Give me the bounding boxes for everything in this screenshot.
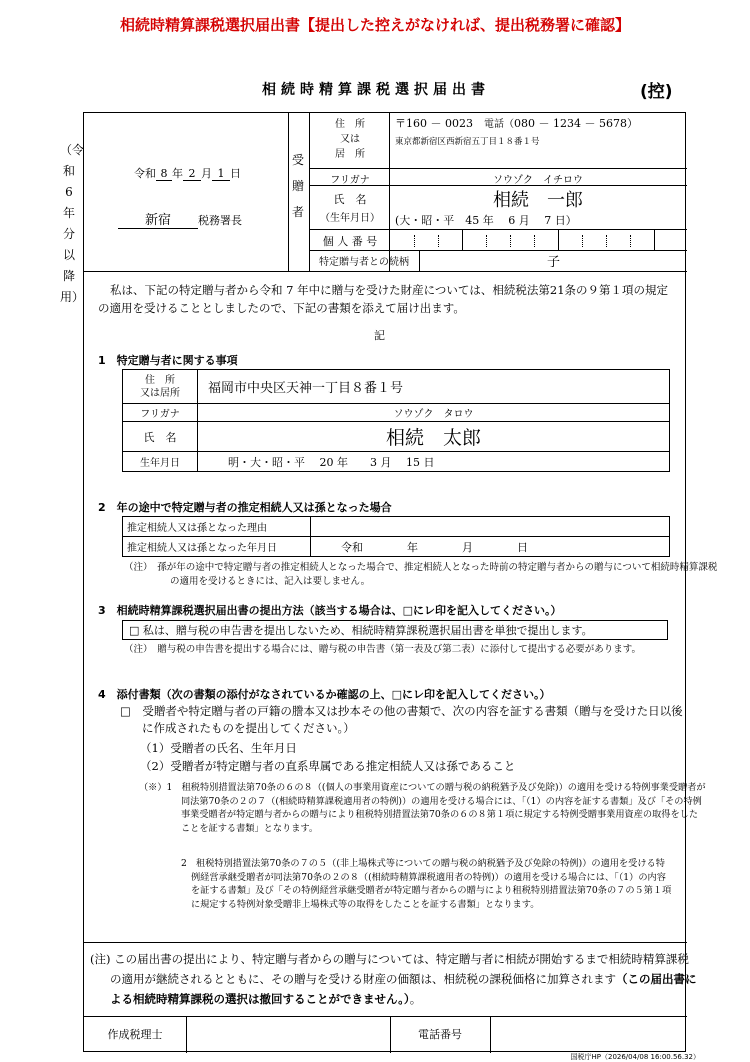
header-note: 相続時精算課税選択届出書【提出した控えがなければ、提出税務署に確認】 [119, 16, 630, 34]
mynumber-label: 個 人 番 号 [322, 235, 378, 248]
relation-value: 子 [546, 255, 560, 270]
section3-option[interactable]: □ 私は、贈与税の申告書を提出しないため、相続時精算課税選択届出書を単独で提出します。 [122, 620, 668, 640]
s2-date-label: 推定相続人又は孫となった年月日 [123, 537, 311, 557]
section4-sub2: （2）受贈者が特定贈与者の直系卑属である推定相続人又は孫であること [140, 759, 516, 773]
s1-birth: 明・大・昭・平 20 年 3 月 15 日 [198, 452, 670, 472]
form-title: 相続時精算課税選択届出書 [262, 82, 490, 98]
s1-address: 福岡市中央区天神一丁目８番１号 [198, 370, 670, 404]
s1-name-label: 氏 名 [123, 422, 198, 452]
form-frame [83, 112, 718, 1052]
recipient-furigana: ソウゾク イチロウ [493, 175, 583, 186]
section2-title: 2 年の途中で特定贈与者の推定相続人又は孫となった場合 [98, 501, 392, 514]
phone-field[interactable] [491, 1017, 686, 1053]
s1-furigana-label: フリガナ [123, 404, 198, 422]
section4-note1: （※）1 租税特別措置法第70条の６の８（(個人の事業用資産についての贈与税の納税猶予及び免除)）の適用を受ける特例事業受贈者が同法第70条の２の７（(相続時精算課税適用者の特例)）の適用を受ける場合には、「（1）の内容を証する書類」及び「その特例事業受贈者が特定贈与者からの贈与により租税特別措置法第70条の６の８第１項に規定する特例受贈事業用資産の取得をしたことを証する書類」となります。 [139, 782, 706, 834]
section4-note2: 2 租税特別措置法第70条の７の５（(非上場株式等についての贈与税の納税猶予及び免除の特例)）の適用を受ける特例経営承継受贈者が同法第70条の２の８（(相続時精算課税適用者の特例)）の適用を受ける場合には、「（1）の内容を証する書類」及び「その特例経営承継受贈者が特定贈与者からの贈与により租税特別措置法第70条の７の５第１項に規定する特例対象受贈非上場株式等の取得をしたことを証する書類」となります。 [181, 858, 672, 910]
birth-label: （生年月日） [320, 213, 380, 224]
ki: 記 [374, 329, 385, 342]
s2-reason-value [311, 517, 670, 537]
final-note: (注) この届出書の提出により、特定贈与者からの贈与については、特定贈与者に相続が開始するまで相続時精算課税の適用が継続されるとともに、その贈与を受ける財産の価額は、相続税の課税価格に加算されます（この届出書による相続時精算課税の選択は撤回することができません。）。 [90, 952, 697, 1006]
section3-note: （注） 贈与税の申告書を提出する場合には、贈与税の申告書（第一表及び第二表）に添付して提出する必要があります。 [124, 644, 641, 655]
footer-stamp: 国税庁HP（2026/04/08 16:00.56.32） [570, 1053, 700, 1061]
s2-reason-label: 推定相続人又は孫となった理由 [123, 517, 311, 537]
s1-birth-label: 生年月日 [123, 452, 198, 472]
tax-accountant-field[interactable] [187, 1017, 390, 1053]
phone-label: 電話番号 [418, 1028, 462, 1041]
s2-date: 令和 年 月 日 [311, 537, 670, 557]
section1-title: 1 特定贈与者に関する事項 [98, 354, 238, 367]
tax-accountant-label: 作成税理士 [107, 1028, 163, 1041]
section2-note: （注） 孫が年の途中で特定贈与者の推定相続人となった場合で、推定相続人となった時前の特定贈与者からの贈与について相続時精算課税の適用を受けるときには、記入は要しません。 [124, 562, 718, 587]
side-note: （令和6年分以降用） [60, 143, 85, 304]
furigana-label: フリガナ [330, 175, 370, 186]
relation-label: 特定贈与者との続柄 [319, 257, 409, 268]
copy-mark: (控) [640, 82, 673, 102]
section1-table [122, 369, 670, 472]
name-label: 氏 名 [333, 193, 367, 206]
s1-furigana: ソウゾク タロウ [198, 404, 670, 422]
recipient-label: 受贈者 [292, 153, 305, 219]
section3-title: 3 相続時精算課税選択届出書の提出方法（該当する場合は、□にレ印を記入してください。） [98, 604, 562, 617]
recipient-birth: (大・昭・平 45 年 6 月 7 日） [395, 214, 577, 227]
postal-phone: 〒160 － 0023 電話（080 － 1234 － 5678） [395, 117, 638, 130]
s1-address-label: 住 所 又は居所 [123, 370, 198, 404]
section4-title: 4 添付書類（次の書類の添付がなされているか確認の上、□にレ印を記入してください。） [98, 688, 551, 701]
recipient-address: 東京都新宿区西新宿五丁目１８番１号 [395, 137, 540, 147]
recipient-name: 相続 一郎 [493, 190, 583, 211]
section2-table [122, 516, 670, 557]
declaration: 私は、下記の特定贈与者から令和 7 年中に贈与を受けた財産については、相続税法第21条の９第１項の規定の適用を受けることとしましたので、下記の書類を添えて届け出ます。 [98, 283, 669, 315]
date-line: 令和 8 年 2 月 1 日 [134, 167, 241, 180]
tax-office-line: 新宿 税務署長 [118, 209, 242, 229]
address-label: 住 所 又は 居 所 [335, 119, 365, 160]
s1-name: 相続 太郎 [198, 422, 670, 452]
section4-item[interactable]: □ 受贈者や特定贈与者の戸籍の謄本又は抄本その他の書類で、次の内容を証する書類（贈与を受けた日以後に作成されたものを提出してください。） [120, 704, 683, 735]
section4-sub1: （1）受贈者の氏名、生年月日 [140, 741, 297, 755]
